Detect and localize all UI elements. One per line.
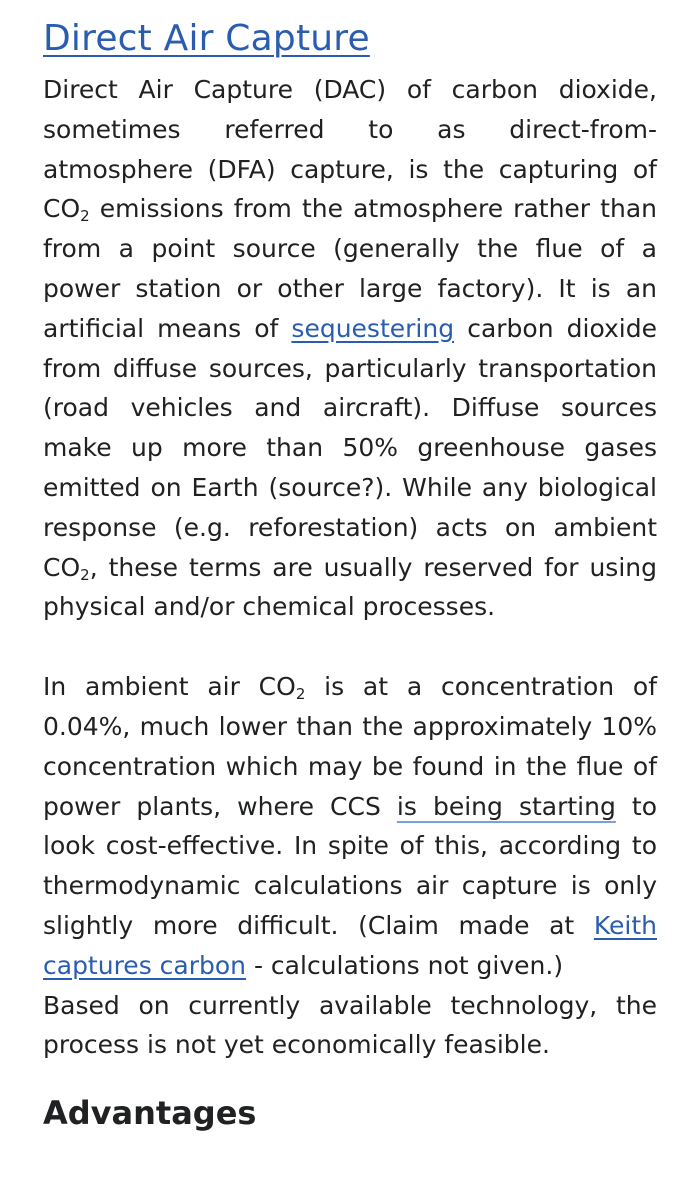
intro-paragraph: Direct Air Capture (DAC) of carbon dioxide, sometimes referred to as direct-from-atmosphere (DFA) capture, is the capturing of $CO_2$ emissions from the atmosphere rather than from a point source (generally the flue of a power station or other large factory). It is an artificial means of sequestering carbon dioxide from diffuse sources, particularly transportation (road vehicles and aircraft). Diffuse sources make up more than 50% greenhouse gases emitted on Earth (source?). While any biological response (e.g. reforestation) acts on ambient $CO_2$, these terms are usually reserved for using physical and/or chemical processes. — [43, 75, 657, 622]
sequestering-link[interactable]: sequestering — [291, 313, 455, 343]
advantages-heading: Advantages — [43, 1094, 257, 1133]
keith-captures-carbon-link[interactable]: Keith captures carbon — [43, 910, 657, 980]
page-title — [43, 14, 657, 64]
article-content — [43, 14, 657, 1133]
is-being-starting-link[interactable]: is being starting — [396, 791, 616, 821]
concentration-paragraph: In ambient air $CO_2$ is at a concentration of 0.04%, much lower than the approximately 10% concentration which may be found in the flue of power plants, where CCS is being starting to look cost-effective. In spite of this, according to thermodynamic calculations air capture is only slightly more difficult. (Claim made at Keith captures carbon - calculations not given.) — [43, 672, 658, 980]
feasibility-paragraph: Based on currently available technology, the process is not yet economically feasible. — [43, 990, 657, 1060]
page-title-link[interactable]: Direct Air Capture — [43, 18, 370, 59]
